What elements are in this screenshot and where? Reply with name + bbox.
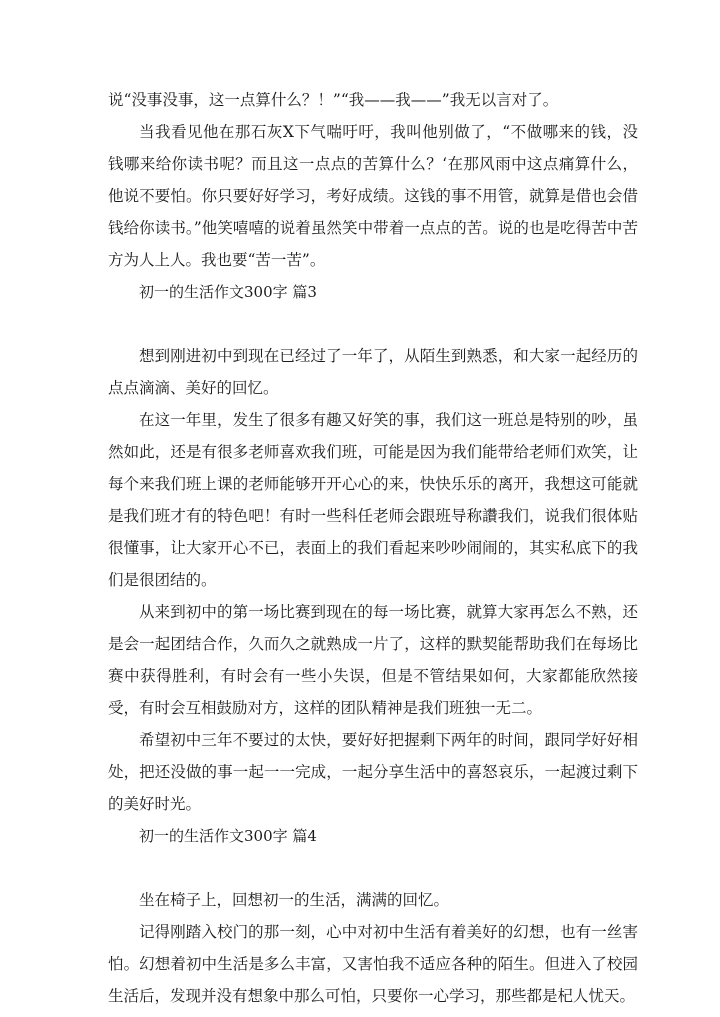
section-heading: 初一的生活作文300字 篇4 [139,827,317,845]
paragraph: 坐在椅子上，回想初一的生活，满满的回忆。 [139,891,450,909]
paragraph: 说“没事没事，这一点算什么？！”“我——我——”我无以言对了。 [108,91,559,109]
section-heading: 初一的生活作文300字 篇3 [139,283,317,301]
paragraph: 希望初中三年不要过的太快，要好好把握剩下两年的时间，跟同学好好相处，把还没做的事一起一一完成，一起分享生活中的喜怒哀乐，一起渡过剩下的美好时光。 [108,731,638,813]
paragraph: 记得刚踏入校门的那一刻，心中对初中生活有着美好的幻想，也有一丝害怕。幻想着初中生活是多么丰富，又害怕我不适应各种的陌生。但进入了校园生活后，发现并没有想象中那么可怕，只要你一心学习，那些都是杞人忧天。 [108,923,638,1005]
paragraph: 从来到初中的第一场比赛到现在的每一场比赛，就算大家再怎么不熟，还是会一起团结合作，久而久之就熟成一片了，这样的默契能帮助我们在每场比赛中获得胜利，有时会有一些小失误，但是不管结果如何，大家都能欣然接受，有时会互相鼓励对方，这样的团队精神是我们班独一无二。 [108,603,638,717]
paragraph: 当我看见他在那石灰X下气喘吁吁，我叫他别做了，“不做哪来的钱，没钱哪来给你读书呢？而且这一点点的苦算什么？‘在那风雨中这点痛算什么，他说不要怕。你只要好好学习，考好成绩。这钱的事不用管，就算是借也会借钱给你读书。”他笑嘻嘻的说着虽然笑中带着一点点的苦。说的也是吃得苦中苦方为人上人。我也要“苦一苦”。 [108,123,638,269]
blank-line [108,308,638,340]
paragraph: 想到刚进初中到现在已经过了一年了，从陌生到熟悉，和大家一起经历的点点滴滴、美好的回忆。 [108,347,638,397]
paragraph: 在这一年里，发生了很多有趣又好笑的事，我们这一班总是特别的吵，虽然如此，还是有很多老师喜欢我们班，可能是因为我们能带给老师们欢笑，让每个来我们班上课的老师能够开开心心的来，快快乐乐的离开，我想这可能就是我们班才有的特色吧！有时一些科任老师会跟班导称讚我们，说我们很体贴很懂事，让大家开心不已，表面上的我们看起来吵吵闹闹的，其实私底下的我们是很团结的。 [108,411,638,589]
document-page [108,84,638,1012]
blank-line [108,852,638,884]
